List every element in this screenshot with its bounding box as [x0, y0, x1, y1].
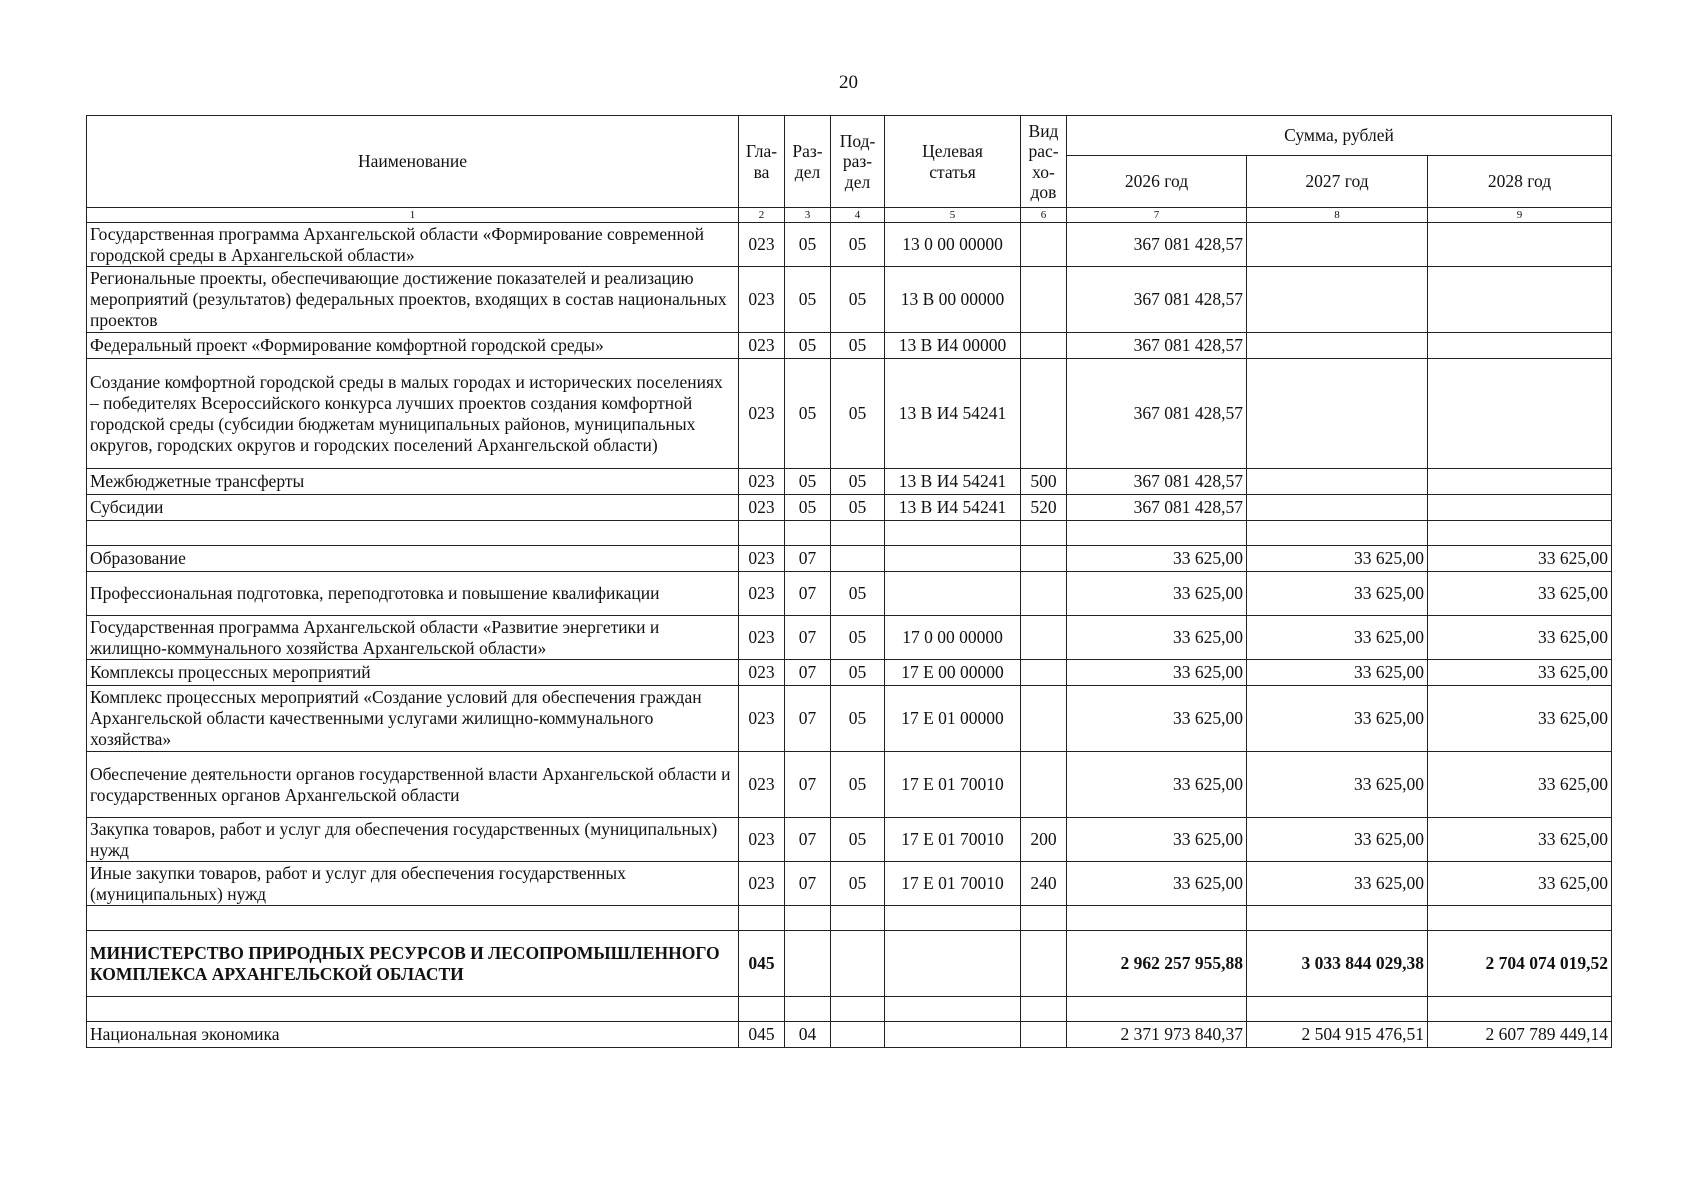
row-tselevaya-statya: 13 0 00 00000: [885, 223, 1021, 267]
table-row: [87, 546, 1612, 572]
row-tselevaya-statya: [885, 1022, 1021, 1048]
column-index: 5: [885, 208, 1021, 223]
header-tselevaya-statya: Целевая статья: [885, 116, 1021, 208]
row-vid-raskhodov: [1021, 1022, 1067, 1048]
row-name: Обеспечение деятельности органов государственной власти Архангельской области и государственных органов Архангельской области: [87, 752, 739, 818]
row-tselevaya-statya: 17 Е 01 00000: [885, 686, 1021, 752]
row-sum-2027: 33 625,00: [1247, 862, 1428, 906]
row-podrazdel: [831, 521, 885, 546]
table-row: [87, 616, 1612, 660]
column-index: 3: [785, 208, 831, 223]
header-razdel: Раз- дел: [785, 116, 831, 208]
row-vid-raskhodov: [1021, 359, 1067, 469]
row-sum-2026: 33 625,00: [1067, 752, 1247, 818]
table-row: [87, 495, 1612, 521]
row-tselevaya-statya: 17 Е 01 70010: [885, 818, 1021, 862]
row-glava: 023: [739, 359, 785, 469]
row-sum-2026: [1067, 521, 1247, 546]
header-name: Наименование: [87, 116, 739, 208]
row-glava: [739, 997, 785, 1022]
row-sum-2027: [1247, 469, 1428, 495]
table-row: [87, 931, 1612, 997]
table-row-empty: [87, 997, 1612, 1022]
row-tselevaya-statya: [885, 906, 1021, 931]
row-vid-raskhodov: [1021, 223, 1067, 267]
row-glava: 023: [739, 818, 785, 862]
row-podrazdel: 05: [831, 333, 885, 359]
row-vid-raskhodov: [1021, 906, 1067, 931]
row-vid-raskhodov: 520: [1021, 495, 1067, 521]
table-row: [87, 469, 1612, 495]
row-vid-raskhodov: [1021, 686, 1067, 752]
table-row: [87, 686, 1612, 752]
row-vid-raskhodov: [1021, 521, 1067, 546]
table-row: [87, 1022, 1612, 1048]
row-vid-raskhodov: [1021, 333, 1067, 359]
row-podrazdel: [831, 997, 885, 1022]
row-podrazdel: [831, 931, 885, 997]
row-sum-2026: 367 081 428,57: [1067, 333, 1247, 359]
row-tselevaya-statya: 13 В И4 54241: [885, 359, 1021, 469]
row-razdel: 07: [785, 572, 831, 616]
row-podrazdel: 05: [831, 660, 885, 686]
row-sum-2026: 33 625,00: [1067, 660, 1247, 686]
row-razdel: 05: [785, 267, 831, 333]
row-razdel: 04: [785, 1022, 831, 1048]
row-glava: 023: [739, 495, 785, 521]
row-sum-2027: 33 625,00: [1247, 818, 1428, 862]
row-tselevaya-statya: 17 Е 01 70010: [885, 862, 1021, 906]
row-razdel: 07: [785, 660, 831, 686]
row-name: Государственная программа Архангельской области «Формирование современной городской среды в Архангельской области»: [87, 223, 739, 267]
row-glava: 023: [739, 223, 785, 267]
row-sum-2028: [1428, 495, 1612, 521]
row-sum-2027: [1247, 333, 1428, 359]
row-sum-2026: 2 962 257 955,88: [1067, 931, 1247, 997]
row-glava: 023: [739, 752, 785, 818]
table-row-empty: [87, 906, 1612, 931]
row-podrazdel: 05: [831, 818, 885, 862]
row-sum-2026: 367 081 428,57: [1067, 267, 1247, 333]
table-header: [87, 116, 1612, 223]
row-vid-raskhodov: [1021, 660, 1067, 686]
row-sum-2028: [1428, 359, 1612, 469]
row-tselevaya-statya: [885, 546, 1021, 572]
row-vid-raskhodov: [1021, 752, 1067, 818]
row-razdel: [785, 906, 831, 931]
row-name: Федеральный проект «Формирование комфортной городской среды»: [87, 333, 739, 359]
row-glava: 023: [739, 267, 785, 333]
row-tselevaya-statya: 17 0 00 00000: [885, 616, 1021, 660]
row-razdel: 05: [785, 333, 831, 359]
row-sum-2027: 33 625,00: [1247, 616, 1428, 660]
row-vid-raskhodov: 500: [1021, 469, 1067, 495]
row-razdel: 05: [785, 359, 831, 469]
row-sum-2026: 33 625,00: [1067, 686, 1247, 752]
row-name: Межбюджетные трансферты: [87, 469, 739, 495]
header-vid-raskhodov: Вид рас- хо- дов: [1021, 116, 1067, 208]
row-sum-2028: 33 625,00: [1428, 660, 1612, 686]
table-row: [87, 752, 1612, 818]
row-name: Субсидии: [87, 495, 739, 521]
row-sum-2027: [1247, 359, 1428, 469]
row-sum-2027: 33 625,00: [1247, 686, 1428, 752]
row-name: [87, 906, 739, 931]
row-name: Региональные проекты, обеспечивающие достижение показателей и реализацию мероприятий (результатов) федеральных проектов, входящих в состав национальных проектов: [87, 267, 739, 333]
table-row-empty: [87, 521, 1612, 546]
row-name: Профессиональная подготовка, переподготовка и повышение квалификации: [87, 572, 739, 616]
column-index: 9: [1428, 208, 1612, 223]
row-podrazdel: [831, 546, 885, 572]
row-vid-raskhodov: [1021, 267, 1067, 333]
row-sum-2028: [1428, 997, 1612, 1022]
row-tselevaya-statya: 17 Е 00 00000: [885, 660, 1021, 686]
row-name: Комплекс процессных мероприятий «Создание условий для обеспечения граждан Архангельской области качественными услугами жилищно-коммунального хозяйства»: [87, 686, 739, 752]
row-sum-2028: 33 625,00: [1428, 862, 1612, 906]
row-vid-raskhodov: [1021, 572, 1067, 616]
table-row: [87, 267, 1612, 333]
column-index: 7: [1067, 208, 1247, 223]
row-razdel: 07: [785, 616, 831, 660]
row-razdel: 07: [785, 862, 831, 906]
row-sum-2027: 33 625,00: [1247, 752, 1428, 818]
row-glava: 023: [739, 686, 785, 752]
column-index-row: [87, 208, 1612, 223]
column-index: 2: [739, 208, 785, 223]
row-name: [87, 521, 739, 546]
row-sum-2026: 367 081 428,57: [1067, 495, 1247, 521]
row-sum-2027: [1247, 906, 1428, 931]
row-podrazdel: 05: [831, 752, 885, 818]
row-sum-2026: 367 081 428,57: [1067, 469, 1247, 495]
row-razdel: 07: [785, 546, 831, 572]
row-podrazdel: 05: [831, 359, 885, 469]
row-sum-2028: [1428, 469, 1612, 495]
row-vid-raskhodov: [1021, 616, 1067, 660]
row-vid-raskhodov: [1021, 997, 1067, 1022]
page-number: 20: [839, 72, 858, 93]
row-podrazdel: [831, 906, 885, 931]
row-sum-2026: [1067, 997, 1247, 1022]
row-tselevaya-statya: [885, 997, 1021, 1022]
row-podrazdel: [831, 1022, 885, 1048]
column-index: 6: [1021, 208, 1067, 223]
row-tselevaya-statya: 13 В И4 00000: [885, 333, 1021, 359]
row-razdel: 07: [785, 818, 831, 862]
row-sum-2028: [1428, 333, 1612, 359]
row-sum-2026: 2 371 973 840,37: [1067, 1022, 1247, 1048]
row-name: Государственная программа Архангельской области «Развитие энергетики и жилищно-коммунального хозяйства Архангельской области»: [87, 616, 739, 660]
header-summa: Сумма, рублей: [1067, 116, 1612, 156]
budget-table: [86, 115, 1612, 1048]
row-sum-2027: 3 033 844 029,38: [1247, 931, 1428, 997]
row-glava: 023: [739, 660, 785, 686]
row-podrazdel: 05: [831, 686, 885, 752]
table-body: [87, 223, 1612, 1048]
row-name: Закупка товаров, работ и услуг для обеспечения государственных (муниципальных) нужд: [87, 818, 739, 862]
row-razdel: 07: [785, 752, 831, 818]
row-sum-2026: 33 625,00: [1067, 818, 1247, 862]
row-sum-2028: 33 625,00: [1428, 616, 1612, 660]
row-sum-2027: [1247, 521, 1428, 546]
row-sum-2027: [1247, 997, 1428, 1022]
row-razdel: 05: [785, 469, 831, 495]
row-glava: 045: [739, 1022, 785, 1048]
row-sum-2028: 33 625,00: [1428, 572, 1612, 616]
row-sum-2026: 33 625,00: [1067, 616, 1247, 660]
row-sum-2026: 33 625,00: [1067, 572, 1247, 616]
header-year-2026: 2026 год: [1067, 156, 1247, 208]
table-row: [87, 660, 1612, 686]
row-sum-2026: 33 625,00: [1067, 862, 1247, 906]
row-vid-raskhodov: [1021, 931, 1067, 997]
table-row: [87, 333, 1612, 359]
row-sum-2027: 2 504 915 476,51: [1247, 1022, 1428, 1048]
table-row: [87, 572, 1612, 616]
table-row: [87, 862, 1612, 906]
row-sum-2026: 367 081 428,57: [1067, 223, 1247, 267]
row-glava: 023: [739, 469, 785, 495]
row-name: [87, 997, 739, 1022]
row-name: Национальная экономика: [87, 1022, 739, 1048]
row-glava: [739, 521, 785, 546]
row-sum-2027: 33 625,00: [1247, 572, 1428, 616]
row-podrazdel: 05: [831, 469, 885, 495]
row-tselevaya-statya: 17 Е 01 70010: [885, 752, 1021, 818]
row-glava: 045: [739, 931, 785, 997]
row-sum-2027: 33 625,00: [1247, 546, 1428, 572]
header-podrazdel: Под- раз- дел: [831, 116, 885, 208]
table-row: [87, 223, 1612, 267]
column-index: 8: [1247, 208, 1428, 223]
row-sum-2027: 33 625,00: [1247, 660, 1428, 686]
row-tselevaya-statya: [885, 572, 1021, 616]
row-sum-2027: [1247, 495, 1428, 521]
table-row: [87, 359, 1612, 469]
row-razdel: 07: [785, 686, 831, 752]
row-name: Иные закупки товаров, работ и услуг для обеспечения государственных (муниципальных) нужд: [87, 862, 739, 906]
row-tselevaya-statya: [885, 931, 1021, 997]
row-sum-2028: 33 625,00: [1428, 546, 1612, 572]
row-sum-2028: 2 704 074 019,52: [1428, 931, 1612, 997]
row-glava: 023: [739, 546, 785, 572]
header-glava: Гла- ва: [739, 116, 785, 208]
row-glava: 023: [739, 333, 785, 359]
header-year-2028: 2028 год: [1428, 156, 1612, 208]
row-podrazdel: 05: [831, 862, 885, 906]
row-sum-2026: 33 625,00: [1067, 546, 1247, 572]
row-vid-raskhodov: 240: [1021, 862, 1067, 906]
row-sum-2028: [1428, 521, 1612, 546]
column-index: 1: [87, 208, 739, 223]
row-sum-2028: 33 625,00: [1428, 686, 1612, 752]
row-sum-2028: 33 625,00: [1428, 818, 1612, 862]
row-name: МИНИСТЕРСТВО ПРИРОДНЫХ РЕСУРСОВ И ЛЕСОПРОМЫШЛЕННОГО КОМПЛЕКСА АРХАНГЕЛЬСКОЙ ОБЛАСТИ: [87, 931, 739, 997]
row-name: Образование: [87, 546, 739, 572]
row-tselevaya-statya: [885, 521, 1021, 546]
row-razdel: 05: [785, 495, 831, 521]
row-sum-2028: 2 607 789 449,14: [1428, 1022, 1612, 1048]
row-tselevaya-statya: 13 В И4 54241: [885, 495, 1021, 521]
column-index: 4: [831, 208, 885, 223]
row-sum-2028: 33 625,00: [1428, 752, 1612, 818]
row-podrazdel: 05: [831, 616, 885, 660]
row-podrazdel: 05: [831, 495, 885, 521]
table-row: [87, 818, 1612, 862]
row-podrazdel: 05: [831, 572, 885, 616]
row-tselevaya-statya: 13 В И4 54241: [885, 469, 1021, 495]
row-tselevaya-statya: 13 В 00 00000: [885, 267, 1021, 333]
row-vid-raskhodov: 200: [1021, 818, 1067, 862]
row-vid-raskhodov: [1021, 546, 1067, 572]
row-glava: [739, 906, 785, 931]
row-sum-2028: [1428, 267, 1612, 333]
row-sum-2026: 367 081 428,57: [1067, 359, 1247, 469]
row-name: Создание комфортной городской среды в малых городах и исторических поселениях – победителях Всероссийского конкурса лучших проектов создания комфортной городской среды (субсидии бюджетам муниципальных районов, муниципальных округов, городских округов и городских поселений Архангельской области): [87, 359, 739, 469]
row-glava: 023: [739, 616, 785, 660]
row-podrazdel: 05: [831, 267, 885, 333]
row-glava: 023: [739, 572, 785, 616]
header-year-2027: 2027 год: [1247, 156, 1428, 208]
row-razdel: 05: [785, 223, 831, 267]
row-sum-2028: [1428, 223, 1612, 267]
row-glava: 023: [739, 862, 785, 906]
row-name: Комплексы процессных мероприятий: [87, 660, 739, 686]
row-sum-2028: [1428, 906, 1612, 931]
row-razdel: [785, 997, 831, 1022]
row-sum-2027: [1247, 223, 1428, 267]
row-razdel: [785, 931, 831, 997]
row-sum-2026: [1067, 906, 1247, 931]
row-razdel: [785, 521, 831, 546]
row-podrazdel: 05: [831, 223, 885, 267]
row-sum-2027: [1247, 267, 1428, 333]
